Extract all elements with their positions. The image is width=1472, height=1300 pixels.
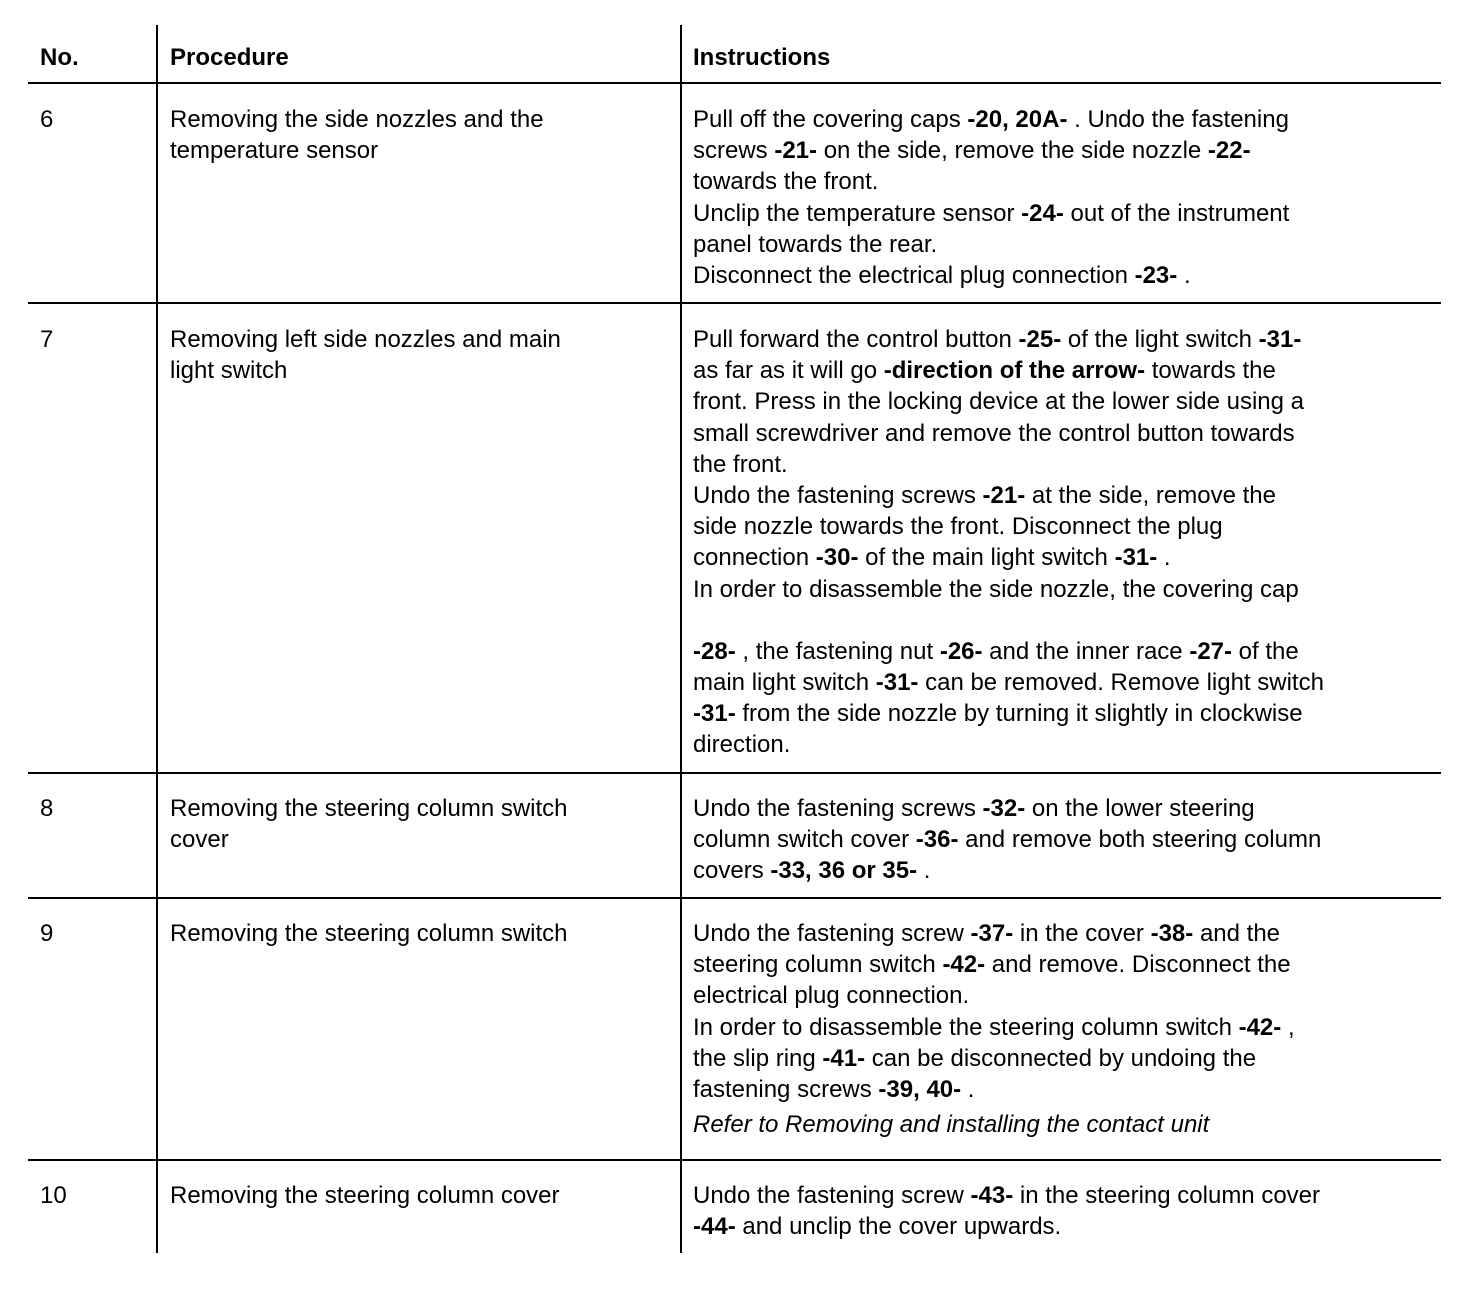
- instruction-text: as far as it will go: [693, 357, 884, 385]
- procedure-line: Removing left side nozzles and main: [170, 326, 561, 353]
- procedure-line: light switch: [170, 357, 288, 385]
- part-reference: -33, 36 or 35-: [770, 857, 918, 885]
- instruction-text: Undo the fastening screws: [693, 481, 983, 509]
- procedure-cell: [170, 324, 561, 386]
- instruction-text: and remove. Disconnect the: [985, 951, 1291, 979]
- instruction-text: screws: [693, 137, 775, 165]
- instruction-text: at the side, remove the: [1025, 481, 1276, 509]
- instruction-text: .: [917, 857, 931, 885]
- instruction-line: [693, 855, 1321, 886]
- instruction-line: [693, 1074, 1295, 1105]
- instruction-line: [693, 949, 1295, 980]
- instruction-text: Unclip the temperature sensor: [693, 199, 1022, 227]
- row-divider: [28, 897, 1441, 899]
- procedure-cell: [170, 104, 544, 166]
- instruction-text: Disconnect the electrical plug connection: [693, 261, 1135, 289]
- procedure-line: Removing the steering column switch: [170, 795, 568, 822]
- part-reference: -43-: [970, 1182, 1014, 1209]
- instruction-line: [693, 104, 1289, 135]
- part-reference: -41-: [822, 1044, 866, 1072]
- part-reference: -26-: [939, 637, 983, 665]
- instruction-line: [693, 166, 1289, 197]
- instruction-line: [693, 1211, 1320, 1242]
- instruction-line: [693, 1180, 1320, 1211]
- instruction-text: column switch cover: [693, 826, 916, 854]
- part-reference: -21-: [982, 481, 1026, 509]
- instruction-line: [693, 355, 1324, 386]
- instruction-text: and the inner race: [982, 637, 1190, 665]
- instruction-line: [693, 135, 1289, 166]
- cross-reference-text: Refer to Removing and installing the contact unit: [693, 1111, 1210, 1139]
- instruction-text: and unclip the cover upwards.: [735, 1213, 1062, 1241]
- part-reference: -27-: [1189, 637, 1233, 665]
- instruction-line: [693, 229, 1289, 260]
- instruction-line: [693, 824, 1321, 855]
- row-divider: [28, 772, 1441, 774]
- instruction-text: in the steering column cover: [1013, 1182, 1321, 1209]
- instruction-line: [693, 574, 1324, 605]
- part-reference: -23-: [1134, 261, 1178, 289]
- instruction-text: covers: [693, 857, 771, 885]
- instruction-line: [693, 980, 1295, 1011]
- instruction-text: Pull off the covering caps: [693, 106, 968, 133]
- instruction-text: Undo the fastening screw: [693, 1182, 971, 1209]
- instruction-text: main light switch: [693, 669, 876, 697]
- instruction-text: Pull forward the control button: [693, 326, 1019, 353]
- instruction-line: [693, 918, 1295, 949]
- instruction-text: steering column switch: [693, 951, 943, 979]
- part-reference: -22-: [1207, 137, 1251, 165]
- procedure-line: temperature sensor: [170, 137, 379, 165]
- header-instructions: Instructions: [693, 44, 831, 71]
- instruction-text: front. Press in the locking device at the lower side using a: [693, 388, 1304, 416]
- instruction-text: towards the: [1145, 357, 1276, 385]
- instruction-line: [693, 636, 1324, 667]
- instruction-line: [693, 667, 1324, 698]
- instruction-text: on the lower steering: [1025, 795, 1255, 822]
- part-reference: -31-: [693, 700, 736, 728]
- part-reference: -42-: [1238, 1013, 1282, 1041]
- instruction-line: [693, 511, 1324, 542]
- instruction-line: [693, 418, 1324, 449]
- instructions-cell: [693, 104, 1289, 291]
- header-divider: [28, 82, 1441, 84]
- instruction-text: direction.: [693, 731, 791, 759]
- part-reference: -30-: [815, 544, 859, 572]
- instruction-text: In order to disassemble the side nozzle, the covering cap: [693, 575, 1299, 603]
- procedure-line: Removing the steering column cover: [170, 1182, 560, 1209]
- instruction-line: [693, 729, 1324, 760]
- part-reference: -38-: [1150, 920, 1194, 947]
- instructions-cell: [693, 1180, 1320, 1242]
- instruction-line: [693, 324, 1324, 355]
- instruction-line: [693, 1109, 1295, 1140]
- instruction-text: Undo the fastening screws: [693, 795, 983, 822]
- part-reference: -31-: [1114, 544, 1158, 572]
- instruction-text: the slip ring: [693, 1044, 823, 1072]
- instruction-text: the front.: [693, 450, 788, 478]
- instruction-text: panel towards the rear.: [693, 230, 938, 258]
- instruction-text: from the side nozzle by turning it slightly in clockwise: [735, 700, 1303, 728]
- part-reference: -21-: [774, 137, 818, 165]
- instruction-text: of the main light switch: [858, 544, 1115, 572]
- procedure-line: Removing the steering column switch: [170, 920, 568, 947]
- row-number: 7: [40, 326, 54, 353]
- instruction-line: [693, 198, 1289, 229]
- instructions-cell: [693, 918, 1295, 1140]
- instruction-text: , the fastening nut: [735, 637, 940, 665]
- row-divider: [28, 1159, 1441, 1161]
- instruction-text: Undo the fastening screw: [693, 920, 971, 947]
- instruction-text: electrical plug connection.: [693, 982, 970, 1010]
- header-no: No.: [40, 44, 79, 71]
- row-number: 8: [40, 795, 54, 822]
- procedure-cell: [170, 793, 568, 855]
- part-reference: -24-: [1021, 199, 1064, 227]
- instruction-text: in the cover: [1013, 920, 1151, 947]
- part-reference: -32-: [982, 795, 1026, 822]
- procedure-line: cover: [170, 826, 229, 854]
- instruction-text: . Undo the fastening: [1067, 106, 1289, 133]
- part-reference: -31-: [1258, 326, 1302, 353]
- part-reference: -44-: [693, 1213, 736, 1241]
- row-number: 10: [40, 1182, 67, 1209]
- instruction-text: can be disconnected by undoing the: [865, 1044, 1257, 1072]
- row-number: 9: [40, 920, 54, 947]
- column-divider: [680, 25, 682, 1253]
- part-reference: -37-: [970, 920, 1014, 947]
- instruction-line: [693, 449, 1324, 480]
- instruction-text: out of the instrument: [1063, 199, 1290, 227]
- procedure-cell: [170, 918, 568, 949]
- part-reference: -39, 40-: [878, 1075, 962, 1103]
- part-reference: -20, 20A-: [967, 106, 1068, 133]
- instruction-text: .: [961, 1075, 975, 1103]
- instruction-text: and remove both steering column: [958, 826, 1322, 854]
- row-divider: [28, 302, 1441, 304]
- instruction-text: .: [1157, 544, 1171, 572]
- instructions-cell: [693, 793, 1321, 887]
- instruction-text: on the side, remove the side nozzle: [817, 137, 1208, 165]
- column-divider: [156, 25, 158, 1253]
- instruction-text: small screwdriver and remove the control button towards: [693, 419, 1295, 447]
- instruction-line: [693, 1043, 1295, 1074]
- instruction-line: [693, 480, 1324, 511]
- part-reference: -25-: [1018, 326, 1062, 353]
- instruction-text: connection: [693, 544, 816, 572]
- row-number: 6: [40, 106, 54, 133]
- procedure-line: Removing the side nozzles and the: [170, 106, 544, 133]
- part-reference: -36-: [915, 826, 959, 854]
- instruction-text: In order to disassemble the steering column switch: [693, 1013, 1239, 1041]
- instruction-text: of the: [1232, 637, 1299, 665]
- instruction-text: ,: [1281, 1013, 1295, 1041]
- instruction-line: [693, 1012, 1295, 1043]
- instruction-text: can be removed. Remove light switch: [918, 669, 1324, 697]
- instruction-text: and the: [1193, 920, 1281, 947]
- instruction-line: [693, 386, 1324, 417]
- instruction-line: [693, 793, 1321, 824]
- part-reference: -42-: [942, 951, 986, 979]
- instruction-text: fastening screws: [693, 1075, 879, 1103]
- instruction-text: of the light switch: [1061, 326, 1259, 353]
- instruction-text: .: [1177, 261, 1191, 289]
- part-reference: -direction of the arrow-: [883, 357, 1146, 385]
- instruction-text: towards the front.: [693, 168, 879, 196]
- procedure-cell: [170, 1180, 560, 1211]
- instruction-line: [693, 698, 1324, 729]
- instruction-line: [693, 542, 1324, 573]
- instruction-line: [693, 260, 1289, 291]
- instruction-text: side nozzle towards the front. Disconnect the plug: [693, 513, 1223, 541]
- header-procedure: Procedure: [170, 44, 289, 71]
- instructions-cell: [693, 324, 1324, 761]
- instruction-line: [693, 605, 1324, 636]
- part-reference: -31-: [875, 669, 919, 697]
- part-reference: -28-: [693, 637, 736, 665]
